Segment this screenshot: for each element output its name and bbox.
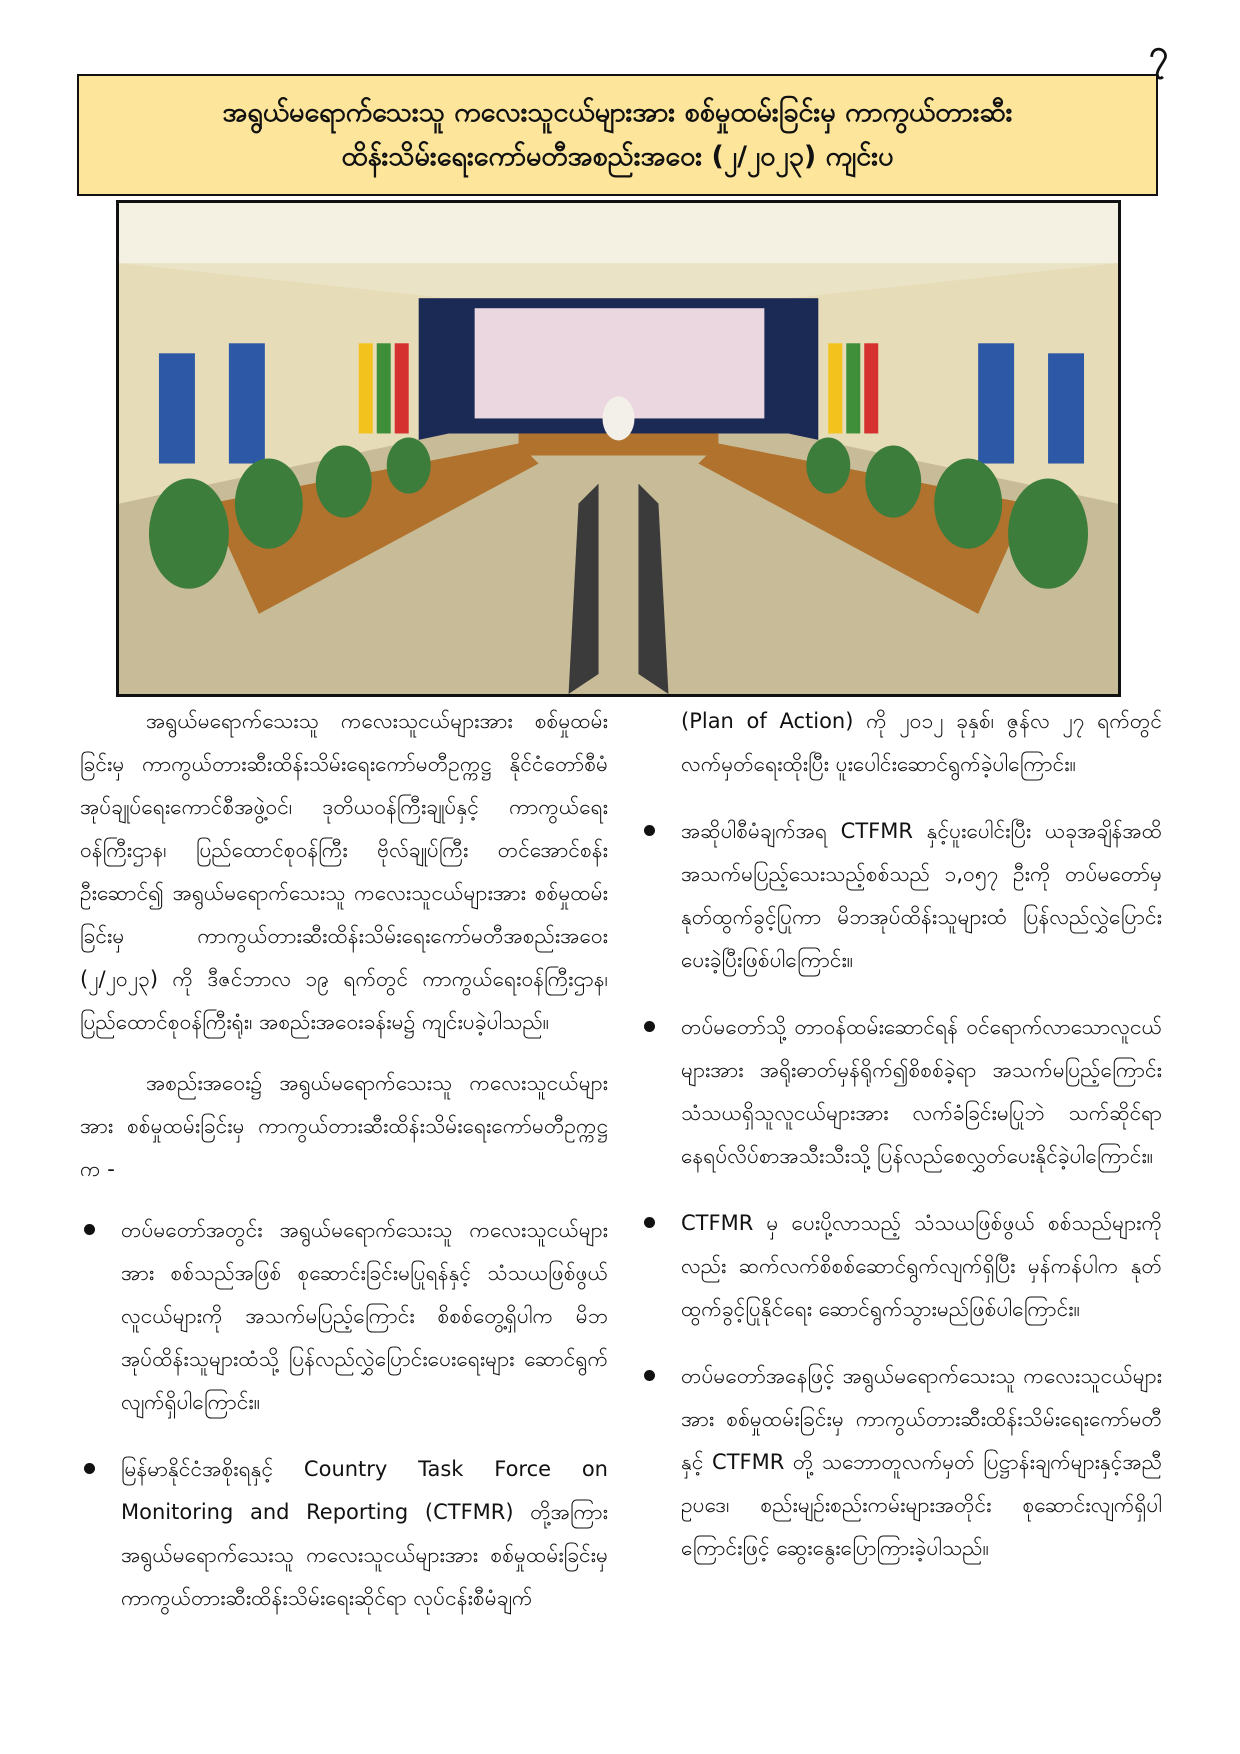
right-bullet-list [640,810,1162,1570]
continuation-text: (Plan of Action) ကို ၂၀၁၂ ခုနှစ်၊ ဇွန်လ ၂၇ ရက်တွင် လက်မှတ်ရေးထိုးပြီး ပူးပေါင်းဆောင်ရွက်ခဲ့ပါကြောင်း။ [681,709,1162,776]
left-bullet-list [80,1209,608,1620]
bullet-dot-icon [644,1217,655,1228]
bullet-dot-icon [644,825,655,836]
list-item [640,1355,1162,1570]
list-item [80,1448,608,1620]
bullet-text: CTFMR မှ ပေးပို့လာသည့် သံသယဖြစ်ဖွယ် စစ်သည်များကိုလည်း ဆက်လက်စိစစ်ဆောင်ရွက်လျက်ရှိပြီး မှန်ကန်ပါက နုတ်ထွက်ခွင့်ပြုနိုင်ရေး ဆောင်ရွက်သွားမည်ဖြစ်ပါကြောင်း။ [681,1211,1162,1321]
list-item [640,810,1162,982]
headline-line-2: ထိန်းသိမ်းရေးကော်မတီအစည်းအဝေး (၂/၂၀၂၃) ကျင်းပ [341,141,894,172]
bullet-text: တပ်မတော်အနေဖြင့် အရွယ်မရောက်သေးသူ ကလေးသူငယ်များအား စစ်မှုထမ်းခြင်းမှ ကာကွယ်တားဆီးထိန်းသိမ်းရေးကော်မတီနှင့် CTFMR တို့ သဘောတူလက်မှတ် ပြဋ္ဌာန်းချက်များနှင့်အညီ ဥပဒေ၊ စည်းမျဉ်းစည်းကမ်းများအတိုင်း စုဆောင်းလျက်ရှိပါကြောင်းဖြင့် ဆွေးနွေးပြောကြားခဲ့ပါသည်။ [681,1364,1162,1560]
page-number: ၇ [1148,33,1168,73]
bullet-text: မြန်မာနိုင်ငံအစိုးရနှင့် Country Task Force on Monitoring and Reporting (CTFMR) တို့အကြား အရွယ်မရောက်သေးသူ ကလေးသူငယ်များအား စစ်မှုထမ်းခြင်းမှ ကာကွယ်တားဆီးထိန်းသိမ်းရေးဆိုင်ရာ လုပ်ငန်းစီမံချက် [121,1457,608,1610]
bullet-text: အဆိုပါစီမံချက်အရ CTFMR နှင့်ပူးပေါင်းပြီး ယခုအချိန်အထိ အသက်မပြည့်သေးသည့်စစ်သည် ၁,၀၅၇ ဦးကို တပ်မတော်မှ နုတ်ထွက်ခွင့်ပြုကာ မိဘအုပ်ထိန်းသူများထံ ပြန်လည်လွှဲပြောင်းပေးခဲ့ပြီးဖြစ်ပါကြောင်း။ [681,819,1162,972]
intro-paragraph: အရွယ်မရောက်သေးသူ ကလေးသူငယ်များအား စစ်မှုထမ်းခြင်းမှ ကာကွယ်တားဆီးထိန်းသိမ်းရေးကော်မတီဥက္ကဋ္ဌ နိုင်ငံတော်စီမံအုပ်ချုပ်ရေးကောင်စီအဖွဲ့ဝင်၊ ဒုတိယဝန်ကြီးချုပ်နှင့် ကာကွယ်ရေးဝန်ကြီးဌာန၊ ပြည်ထောင်စုဝန်ကြီး ဗိုလ်ချုပ်ကြီး တင်အောင်စန်း ဦးဆောင်၍ အရွယ်မရောက်သေးသူ ကလေးသူငယ်များအား စစ်မှုထမ်းခြင်းမှ ကာကွယ်တားဆီးထိန်းသိမ်းရေးကော်မတီအစည်းအဝေး (၂/၂၀၂၃) ကို ဒီဇင်ဘာလ ၁၉ ရက်တွင် ကာကွယ်ရေးဝန်ကြီးဌာန၊ ပြည်ထောင်စုဝန်ကြီးရုံး၊ အစည်းအဝေးခန်းမ၌ ကျင်းပခဲ့ပါသည်။ [80,709,608,1034]
bullet-dot-icon [84,1224,95,1235]
list-item [80,1209,608,1424]
bullet-dot-icon [644,1021,655,1032]
bullet-text: တပ်မတော်သို့ တာဝန်ထမ်းဆောင်ရန် ဝင်ရောက်လာသောလူငယ်များအား အရိုးဓာတ်မှန်ရိုက်၍စိစစ်ခဲ့ရာ အသက်မပြည့်ကြောင်း သံသယရှိသူလူငယ်များအား လက်ခံခြင်းမပြုဘဲ သက်ဆိုင်ရာနေရပ်လိပ်စာအသီးသီးသို့ ပြန်လည်စေလွှတ်ပေးနိုင်ခဲ့ပါကြောင်း။ [681,1015,1162,1168]
right-column [640,700,1162,1594]
meeting-paragraph: အစည်းအဝေး၌ အရွယ်မရောက်သေးသူ ကလေးသူငယ်များအား စစ်မှုထမ်းခြင်းမှ ကာကွယ်တားဆီးထိန်းသိမ်းရေးကော်မတီဥက္ကဋ္ဌက - [80,1071,608,1181]
list-item [640,1202,1162,1331]
bullet-dot-icon [84,1463,95,1474]
list-item [640,1006,1162,1178]
bullet-text: တပ်မတော်အတွင်း အရွယ်မရောက်သေးသူ ကလေးသူငယ်များအား စစ်သည်အဖြစ် စုဆောင်းခြင်းမပြုရန်နှင့် သံသယဖြစ်ဖွယ်လူငယ်များကို အသက်မပြည့်ကြောင်း စိစစ်တွေ့ရှိပါက မိဘအုပ်ထိန်းသူများထံသို့ ပြန်လည်လွှဲပြောင်းပေးရေးများ ဆောင်ရွက်လျက်ရှိပါကြောင်း။ [121,1218,608,1414]
left-column [80,700,608,1644]
headline-line-1: အရွယ်မရောက်သေးသူ ကလေးသူငယ်များအား စစ်မှုထမ်းခြင်းမှ ကာကွယ်တားဆီး [222,97,1013,128]
bullet-dot-icon [644,1370,655,1381]
meeting-photo [116,200,1121,697]
headline-box [77,74,1158,196]
